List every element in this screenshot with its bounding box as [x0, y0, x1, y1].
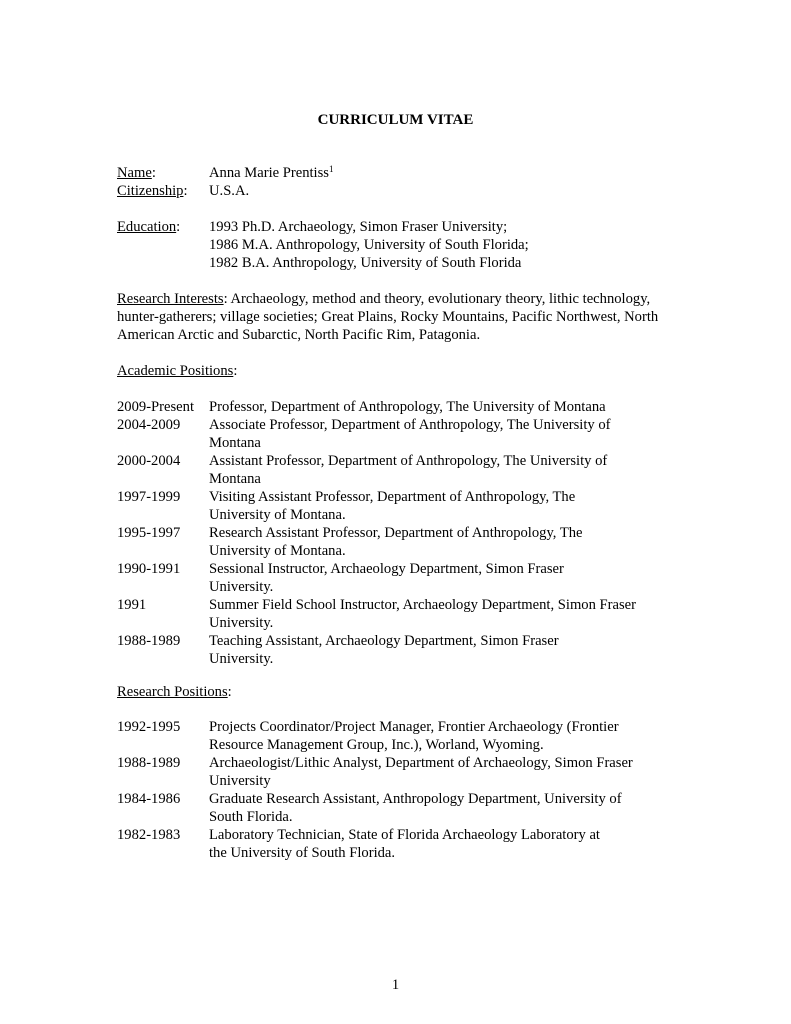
academic-positions-list — [117, 398, 677, 668]
research-positions-list — [117, 718, 677, 862]
list-item — [117, 524, 677, 560]
list-item — [117, 398, 677, 416]
list-item — [117, 560, 677, 596]
name-row — [117, 164, 333, 182]
entry-description: Summer Field School Instructor, Archaeology Department, Simon Fraser University. — [209, 597, 637, 631]
entry-description: Teaching Assistant, Archaeology Department, Simon Fraser University. — [209, 633, 559, 667]
list-item — [117, 754, 677, 790]
entry-years: 1988-1989 — [117, 633, 181, 649]
citizenship-label: Citizenship: — [117, 183, 188, 199]
entry-years: 1992-1995 — [117, 719, 181, 735]
list-item — [117, 452, 677, 488]
list-item — [117, 826, 677, 862]
list-item — [117, 596, 677, 632]
list-item — [117, 632, 677, 668]
entry-years: 2009-Present — [117, 399, 195, 415]
name-footnote: 1 — [328, 164, 334, 174]
name-value: Anna Marie Prentiss$^1$ — [209, 164, 334, 181]
entry-description: Graduate Research Assistant, Anthropology Department, University of South Florida. — [209, 791, 622, 825]
page-number: 1 — [391, 977, 400, 993]
education-item: 1982 B.A. Anthropology, University of South Florida — [209, 255, 522, 271]
entry-years: 1990-1991 — [117, 561, 181, 577]
entry-description: Laboratory Technician, State of Florida Archaeology Laboratory at the University of South Florida. — [209, 827, 600, 861]
entry-description: Sessional Instructor, Archaeology Department, Simon Fraser University. — [209, 561, 564, 595]
research-interests-text: hunter-gatherers; village societies; Great Plains, Rocky Mountains, Pacific Northwest, North — [117, 309, 659, 325]
research-interests-section — [117, 290, 697, 344]
entry-description: Projects Coordinator/Project Manager, Frontier Archaeology (Frontier Resource Management Group, Inc.), Worland, Wyoming. — [209, 719, 619, 753]
research-interests-label: Research Interests — [117, 291, 224, 307]
name-label: Name: — [117, 165, 156, 181]
list-item — [117, 718, 677, 754]
entry-years: 1988-1989 — [117, 755, 181, 771]
education-item: 1993 Ph.D. Archaeology, Simon Fraser University; — [209, 219, 508, 235]
entry-years: 1991 — [117, 597, 147, 613]
education-item: 1986 M.A. Anthropology, University of South Florida; — [209, 237, 529, 253]
education-label: Education: — [117, 219, 181, 235]
page-title: CURRICULUM VITAE — [317, 112, 474, 128]
entry-years: 1997-1999 — [117, 489, 181, 505]
research-positions-heading: Research Positions: — [117, 684, 232, 700]
research-interests-text: : Archaeology, method and theory, evolutionary theory, lithic technology, — [223, 291, 651, 307]
entry-description: Visiting Assistant Professor, Department of Anthropology, The University of Montana. — [209, 489, 576, 523]
education-list — [209, 218, 529, 272]
entry-description: Associate Professor, Department of Anthropology, The University of Montana — [209, 417, 611, 451]
education-section — [117, 218, 529, 272]
entry-years: 2000-2004 — [117, 453, 181, 469]
entry-description: Archaeologist/Lithic Analyst, Department of Archaeology, Simon Fraser University — [209, 755, 633, 789]
entry-description: Assistant Professor, Department of Anthropology, The University of Montana — [209, 453, 608, 487]
entry-years: 2004-2009 — [117, 417, 181, 433]
list-item — [117, 488, 677, 524]
entry-years: 1984-1986 — [117, 791, 181, 807]
citizenship-row — [117, 182, 249, 200]
entry-years: 1995-1997 — [117, 525, 181, 541]
entry-description: Research Assistant Professor, Department of Anthropology, The University of Montana. — [209, 525, 583, 559]
research-interests-text: American Arctic and Subarctic, North Pacific Rim, Patagonia. — [117, 327, 481, 343]
list-item — [117, 790, 677, 826]
list-item — [117, 416, 677, 452]
citizenship-value: U.S.A. — [209, 183, 250, 199]
entry-years: 1982-1983 — [117, 827, 181, 843]
entry-description: Professor, Department of Anthropology, The University of Montana — [209, 399, 606, 415]
academic-positions-heading: Academic Positions: — [117, 363, 238, 379]
